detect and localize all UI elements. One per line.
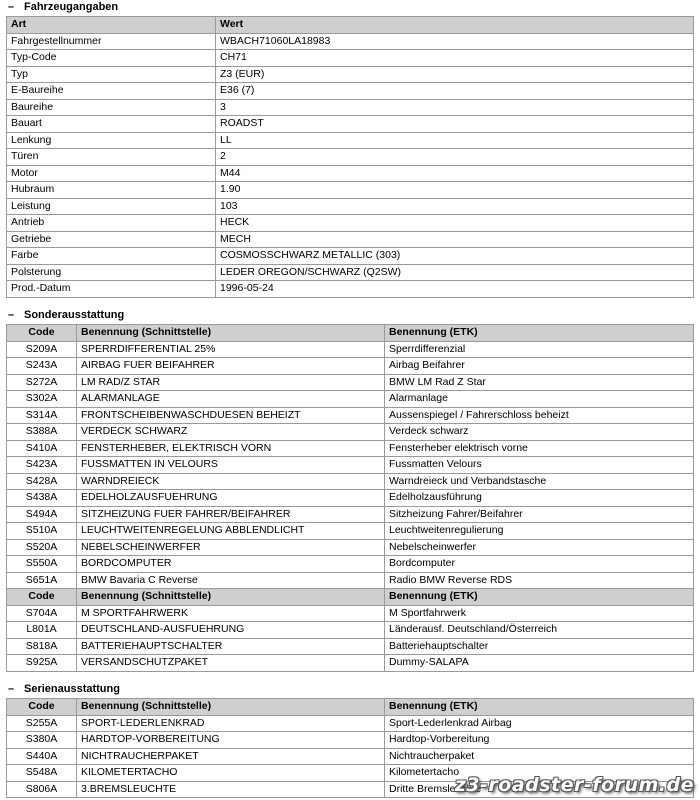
table-cell: Warndreieck und Verbandstasche <box>385 473 694 490</box>
table-row <box>7 424 694 441</box>
table-row <box>7 116 694 133</box>
table-row <box>7 638 694 655</box>
table-row <box>7 523 694 540</box>
table-cell: 3.BREMSLEUCHTE <box>77 781 385 798</box>
table-cell: 1996-05-24 <box>216 281 694 298</box>
column-header: Code <box>7 699 77 716</box>
table-row <box>7 165 694 182</box>
table-cell: DEUTSCHLAND-AUSFUEHRUNG <box>77 622 385 639</box>
table-row <box>7 66 694 83</box>
table-cell: Aussenspiegel / Fahrerschloss beheizt <box>385 407 694 424</box>
table-header-row <box>7 699 694 716</box>
table-cell: M44 <box>216 165 694 182</box>
table-cell: BMW LM Rad Z Star <box>385 374 694 391</box>
table-cell: BORDCOMPUTER <box>77 556 385 573</box>
table-cell: S314A <box>7 407 77 424</box>
table-cell: Länderausf. Deutschland/Österreich <box>385 622 694 639</box>
table-cell: Radio BMW Reverse RDS <box>385 572 694 589</box>
column-header: Benennung (Schnittstelle) <box>77 325 385 342</box>
table-cell: Lenkung <box>7 132 216 149</box>
table-cell: VERDECK SCHWARZ <box>77 424 385 441</box>
table-row <box>7 83 694 100</box>
table-cell: Bauart <box>7 116 216 133</box>
table-cell: Sitzheizung Fahrer/Beifahrer <box>385 506 694 523</box>
watermark-logo: z3-roadster-forum.de <box>454 774 694 796</box>
section-title-serienausstattung <box>8 682 120 696</box>
table-cell: WBACH71060LA18983 <box>216 33 694 50</box>
table-cell: NEBELSCHEINWERFER <box>77 539 385 556</box>
table-cell: FUSSMATTEN IN VELOURS <box>77 457 385 474</box>
table-row <box>7 572 694 589</box>
table-cell: S272A <box>7 374 77 391</box>
table-cell: HARDTOP-VORBEREITUNG <box>77 732 385 749</box>
table-cell: Polsterung <box>7 264 216 281</box>
table-cell: S302A <box>7 391 77 408</box>
table-subheader-row <box>7 589 694 606</box>
table-cell: Motor <box>7 165 216 182</box>
table-cell: Farbe <box>7 248 216 265</box>
table-cell: S651A <box>7 572 77 589</box>
table-row <box>7 182 694 199</box>
table-cell: Typ <box>7 66 216 83</box>
table-cell: Antrieb <box>7 215 216 232</box>
table-cell: Dritte Bremsleuchte <box>385 781 694 798</box>
table-row <box>7 264 694 281</box>
table-row <box>7 149 694 166</box>
table-cell: FENSTERHEBER, ELEKTRISCH VORN <box>77 440 385 457</box>
table-row <box>7 748 694 765</box>
table-row <box>7 248 694 265</box>
table-cell: S388A <box>7 424 77 441</box>
table-cell: COSMOSSCHWARZ METALLIC (303) <box>216 248 694 265</box>
table-cell: S255A <box>7 715 77 732</box>
table-cell: ALARMANLAGE <box>77 391 385 408</box>
table-cell: BATTERIEHAUPTSCHALTER <box>77 638 385 655</box>
table-row <box>7 198 694 215</box>
table-cell: Getriebe <box>7 231 216 248</box>
table-cell: KILOMETERTACHO <box>77 765 385 782</box>
table-cell: Airbag Beifahrer <box>385 358 694 375</box>
sonderausstattung-table <box>6 324 694 672</box>
table-cell: Hardtop-Vorbereitung <box>385 732 694 749</box>
table-row <box>7 622 694 639</box>
table-row <box>7 457 694 474</box>
table-cell: HECK <box>216 215 694 232</box>
table-row <box>7 490 694 507</box>
table-row <box>7 281 694 298</box>
table-cell: Baureihe <box>7 99 216 116</box>
table-cell: AIRBAG FUER BEIFAHRER <box>77 358 385 375</box>
table-cell: Typ-Code <box>7 50 216 67</box>
table-cell: Fussmatten Velours <box>385 457 694 474</box>
table-cell: LEDER OREGON/SCHWARZ (Q2SW) <box>216 264 694 281</box>
table-cell: S209A <box>7 341 77 358</box>
column-header: Art <box>7 17 216 34</box>
table-cell: Nebelscheinwerfer <box>385 539 694 556</box>
table-row <box>7 655 694 672</box>
table-cell: CH71 <box>216 50 694 67</box>
table-cell: Fahrgestellnummer <box>7 33 216 50</box>
table-row <box>7 732 694 749</box>
table-cell: 2 <box>216 149 694 166</box>
table-cell: M Sportfahrwerk <box>385 605 694 622</box>
section-dash: – <box>8 683 15 695</box>
column-header: Benennung (Schnittstelle) <box>77 589 385 606</box>
table-row <box>7 358 694 375</box>
table-cell: LM RAD/Z STAR <box>77 374 385 391</box>
table-cell: Leistung <box>7 198 216 215</box>
table-row <box>7 407 694 424</box>
table-cell: M SPORTFAHRWERK <box>77 605 385 622</box>
table-cell: 103 <box>216 198 694 215</box>
table-cell: E36 (7) <box>216 83 694 100</box>
table-cell: S380A <box>7 732 77 749</box>
table-cell: MECH <box>216 231 694 248</box>
table-row <box>7 99 694 116</box>
table-cell: Leuchtweitenregulierung <box>385 523 694 540</box>
column-header: Code <box>7 325 77 342</box>
table-cell: ROADST <box>216 116 694 133</box>
table-cell: Sport-Lederlenkrad Airbag <box>385 715 694 732</box>
table-cell: S548A <box>7 765 77 782</box>
table-cell: S438A <box>7 490 77 507</box>
section-title-text: Sonderausstattung <box>24 309 125 321</box>
table-row <box>7 341 694 358</box>
section-dash: – <box>8 309 15 321</box>
table-cell: SPERRDIFFERENTIAL 25% <box>77 341 385 358</box>
table-cell: S925A <box>7 655 77 672</box>
table-cell: L801A <box>7 622 77 639</box>
table-cell: S423A <box>7 457 77 474</box>
table-cell: LEUCHTWEITENREGELUNG ABBLENDLICHT <box>77 523 385 540</box>
table-cell: 1.90 <box>216 182 694 199</box>
column-header: Code <box>7 589 77 606</box>
column-header: Benennung (ETK) <box>385 589 694 606</box>
table-cell: Hubraum <box>7 182 216 199</box>
table-cell: Dummy-SALAPA <box>385 655 694 672</box>
table-header-row <box>7 17 694 34</box>
table-cell: S806A <box>7 781 77 798</box>
section-dash: – <box>8 1 15 13</box>
table-cell: Sperrdifferenzial <box>385 341 694 358</box>
table-row <box>7 556 694 573</box>
table-cell: BMW Bavaria C Reverse <box>77 572 385 589</box>
table-cell: S818A <box>7 638 77 655</box>
section-title-fahrzeugangaben <box>8 0 118 14</box>
table-row <box>7 506 694 523</box>
table-cell: Kilometertacho <box>385 765 694 782</box>
table-row <box>7 440 694 457</box>
table-cell: Verdeck schwarz <box>385 424 694 441</box>
table-cell: S440A <box>7 748 77 765</box>
column-header: Benennung (ETK) <box>385 699 694 716</box>
section-title-text: Fahrzeugangaben <box>24 1 119 13</box>
table-cell: FRONTSCHEIBENWASCHDUESEN BEHEIZT <box>77 407 385 424</box>
table-row <box>7 473 694 490</box>
table-cell: S410A <box>7 440 77 457</box>
table-cell: S510A <box>7 523 77 540</box>
table-row <box>7 215 694 232</box>
table-row <box>7 132 694 149</box>
table-cell: Z3 (EUR) <box>216 66 694 83</box>
table-cell: S704A <box>7 605 77 622</box>
table-cell: Batteriehauptschalter <box>385 638 694 655</box>
table-cell: NICHTRAUCHERPAKET <box>77 748 385 765</box>
table-row <box>7 33 694 50</box>
table-row <box>7 539 694 556</box>
table-row <box>7 50 694 67</box>
table-cell: Nichtraucherpaket <box>385 748 694 765</box>
table-cell: LL <box>216 132 694 149</box>
section-title-sonderausstattung <box>8 308 124 322</box>
table-cell: Bordcomputer <box>385 556 694 573</box>
table-cell: S428A <box>7 473 77 490</box>
table-cell: S243A <box>7 358 77 375</box>
table-cell: Prod.-Datum <box>7 281 216 298</box>
table-cell: Fensterheber elektrisch vorne <box>385 440 694 457</box>
table-cell: 3 <box>216 99 694 116</box>
table-row <box>7 374 694 391</box>
column-header: Benennung (Schnittstelle) <box>77 699 385 716</box>
table-cell: S520A <box>7 539 77 556</box>
table-cell: Edelholzausführung <box>385 490 694 507</box>
fahrzeugangaben-table <box>6 16 694 298</box>
table-header-row <box>7 325 694 342</box>
table-cell: E-Baureihe <box>7 83 216 100</box>
table-cell: Alarmanlage <box>385 391 694 408</box>
table-cell: SPORT-LEDERLENKRAD <box>77 715 385 732</box>
table-row <box>7 715 694 732</box>
table-cell: SITZHEIZUNG FUER FAHRER/BEIFAHRER <box>77 506 385 523</box>
table-cell: WARNDREIECK <box>77 473 385 490</box>
table-row <box>7 605 694 622</box>
table-cell: S494A <box>7 506 77 523</box>
table-cell: EDELHOLZAUSFUEHRUNG <box>77 490 385 507</box>
table-cell: Türen <box>7 149 216 166</box>
column-header: Benennung (ETK) <box>385 325 694 342</box>
table-row <box>7 231 694 248</box>
section-title-text: Serienausstattung <box>24 683 120 695</box>
table-cell: VERSANDSCHUTZPAKET <box>77 655 385 672</box>
table-cell: S550A <box>7 556 77 573</box>
table-row <box>7 391 694 408</box>
column-header: Wert <box>216 17 694 34</box>
